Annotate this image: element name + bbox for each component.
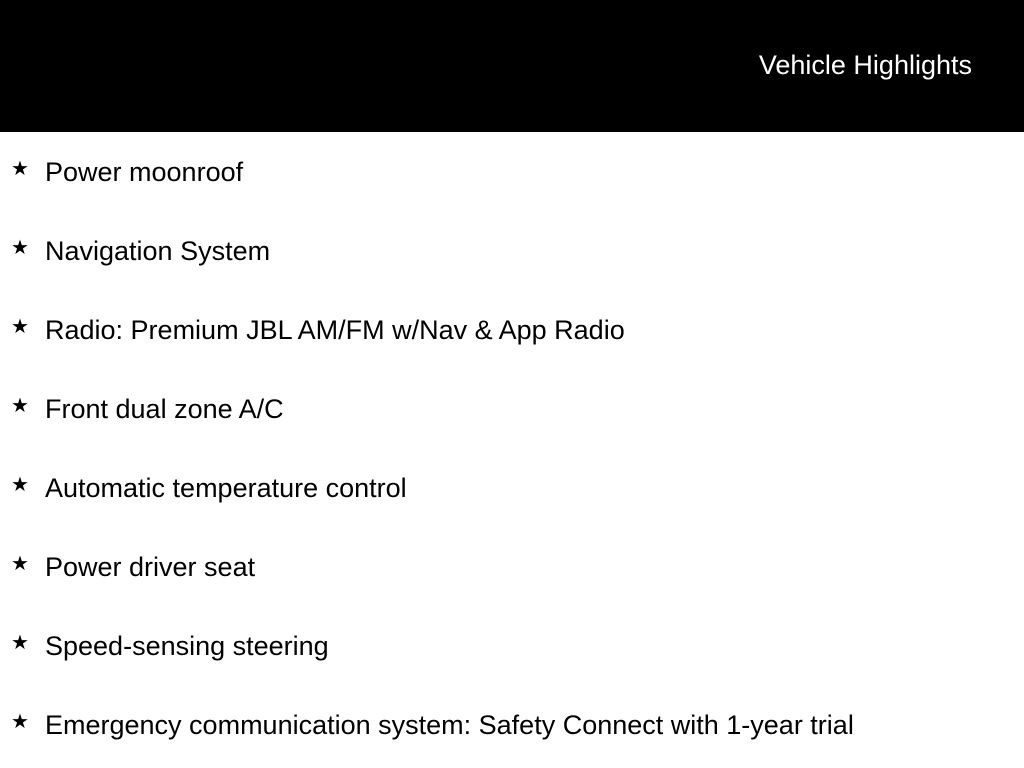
page-title: Vehicle Highlights <box>758 50 972 80</box>
highlights-list <box>0 132 1024 764</box>
star-icon: ★ <box>11 158 29 180</box>
highlight-label: Radio: Premium JBL AM/FM w/Nav & App Radio <box>45 315 625 345</box>
highlight-label: Emergency communication system: Safety Connect with 1-year trial <box>45 710 854 740</box>
list-item <box>0 132 1024 211</box>
highlight-label: Front dual zone A/C <box>45 394 284 424</box>
star-icon: ★ <box>11 553 29 575</box>
list-item <box>0 606 1024 685</box>
star-icon: ★ <box>11 632 29 654</box>
star-icon: ★ <box>11 711 29 733</box>
highlight-label: Navigation System <box>45 236 271 266</box>
list-item <box>0 369 1024 448</box>
list-item <box>0 211 1024 290</box>
list-item <box>0 685 1024 764</box>
highlight-label: Automatic temperature control <box>45 473 407 503</box>
header-bar <box>0 0 1024 132</box>
list-item <box>0 527 1024 606</box>
highlight-label: Power moonroof <box>45 157 244 187</box>
highlight-label: Speed-sensing steering <box>45 631 329 661</box>
list-item <box>0 448 1024 527</box>
highlight-label: Power driver seat <box>45 552 256 582</box>
star-icon: ★ <box>11 237 29 259</box>
list-item <box>0 290 1024 369</box>
star-icon: ★ <box>11 474 29 496</box>
star-icon: ★ <box>11 316 29 338</box>
star-icon: ★ <box>11 395 29 417</box>
